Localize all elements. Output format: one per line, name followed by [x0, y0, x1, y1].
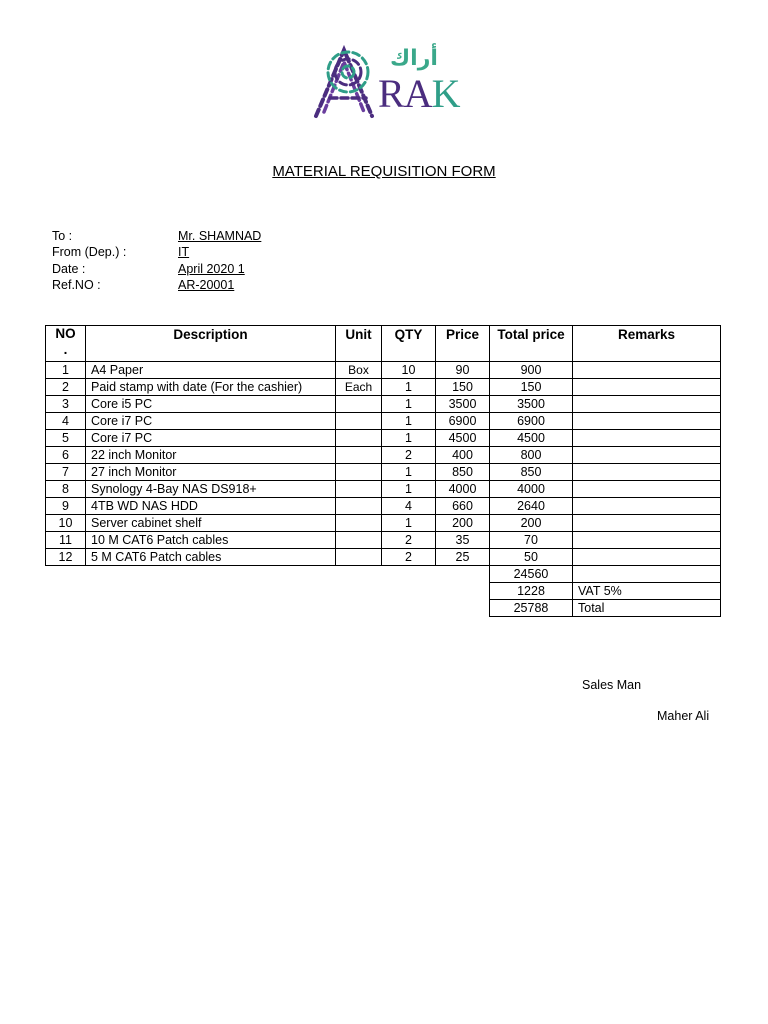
cell-price: 850 [436, 464, 490, 481]
fingerprint-logo-icon [308, 42, 388, 122]
cell-no: 1 [46, 362, 86, 379]
cell-total: 4000 [490, 481, 573, 498]
cell-price: 4500 [436, 430, 490, 447]
summary-spacer [46, 583, 490, 600]
cell-price: 400 [436, 447, 490, 464]
table-row [46, 447, 721, 464]
table-row [46, 430, 721, 447]
cell-remarks [573, 481, 721, 498]
header-no: NO . [46, 326, 86, 362]
table-row [46, 379, 721, 396]
summary-row [46, 583, 721, 600]
cell-description: Synology 4-Bay NAS DS918+ [86, 481, 336, 498]
summary-label [573, 566, 721, 583]
cell-unit [336, 498, 382, 515]
cell-unit [336, 396, 382, 413]
cell-price: 150 [436, 379, 490, 396]
cell-unit [336, 430, 382, 447]
cell-qty: 10 [382, 362, 436, 379]
summary-value: 1228 [490, 583, 573, 600]
cell-price: 4000 [436, 481, 490, 498]
cell-total: 850 [490, 464, 573, 481]
cell-unit [336, 481, 382, 498]
cell-price: 25 [436, 549, 490, 566]
cell-no: 7 [46, 464, 86, 481]
cell-remarks [573, 464, 721, 481]
header-unit: Unit [336, 326, 382, 362]
meta-label: To : [52, 229, 73, 243]
cell-total: 4500 [490, 430, 573, 447]
header-remarks: Remarks [573, 326, 721, 362]
logo-arabic-text: أراك [390, 46, 438, 71]
table-row [46, 498, 721, 515]
cell-total: 6900 [490, 413, 573, 430]
cell-description: A4 Paper [86, 362, 336, 379]
signature-name: Maher Ali [657, 709, 710, 723]
summary-spacer [46, 600, 490, 617]
cell-qty: 1 [382, 464, 436, 481]
cell-no: 8 [46, 481, 86, 498]
cell-total: 800 [490, 447, 573, 464]
meta-value: April 2020 1 [178, 261, 245, 276]
summary-label: VAT 5% [573, 583, 721, 600]
cell-total: 200 [490, 515, 573, 532]
cell-qty: 1 [382, 515, 436, 532]
header-description: Description [86, 326, 336, 362]
header-qty: QTY [382, 326, 436, 362]
cell-remarks [573, 396, 721, 413]
meta-value: Mr. SHAMNAD [178, 229, 262, 243]
cell-qty: 2 [382, 532, 436, 549]
cell-qty: 1 [382, 396, 436, 413]
table-row [46, 413, 721, 430]
header-total: Total price [490, 326, 573, 362]
summary-row [46, 600, 721, 617]
cell-unit: Box [336, 362, 382, 379]
cell-unit: Each [336, 379, 382, 396]
cell-qty: 2 [382, 447, 436, 464]
form-title: MATERIAL REQUISITION FORM [272, 163, 496, 180]
cell-total: 150 [490, 379, 573, 396]
cell-remarks [573, 549, 721, 566]
cell-total: 900 [490, 362, 573, 379]
cell-description: 10 M CAT6 Patch cables [86, 532, 336, 549]
cell-description: 4TB WD NAS HDD [86, 498, 336, 515]
logo-latin-text: RAK [378, 71, 460, 116]
cell-unit [336, 413, 382, 430]
table-row [46, 464, 721, 481]
cell-price: 90 [436, 362, 490, 379]
cell-unit [336, 532, 382, 549]
cell-description: Core i7 PC [86, 413, 336, 430]
cell-total: 2640 [490, 498, 573, 515]
meta-label: Date : [52, 261, 86, 276]
cell-price: 3500 [436, 396, 490, 413]
header-price: Price [436, 326, 490, 362]
company-logo [308, 42, 460, 124]
cell-price: 35 [436, 532, 490, 549]
cell-description: 27 inch Monitor [86, 464, 336, 481]
cell-remarks [573, 413, 721, 430]
cell-qty: 1 [382, 481, 436, 498]
items-table [45, 325, 721, 617]
signature-role: Sales Man [582, 678, 642, 692]
meta-value: AR-20001 [178, 277, 235, 292]
table-row [46, 481, 721, 498]
cell-remarks [573, 447, 721, 464]
table-header-row [46, 326, 721, 362]
cell-no: 9 [46, 498, 86, 515]
cell-remarks [573, 498, 721, 515]
cell-no: 4 [46, 413, 86, 430]
cell-unit [336, 447, 382, 464]
table-row [46, 532, 721, 549]
cell-qty: 1 [382, 413, 436, 430]
cell-description: 5 M CAT6 Patch cables [86, 549, 336, 566]
cell-qty: 1 [382, 430, 436, 447]
cell-description: Server cabinet shelf [86, 515, 336, 532]
meta-label: From (Dep.) : [52, 245, 127, 260]
cell-remarks [573, 515, 721, 532]
cell-description: Core i5 PC [86, 396, 336, 413]
cell-total: 3500 [490, 396, 573, 413]
cell-unit [336, 464, 382, 481]
cell-description: Core i7 PC [86, 430, 336, 447]
cell-no: 10 [46, 515, 86, 532]
cell-total: 70 [490, 532, 573, 549]
cell-qty: 1 [382, 379, 436, 396]
cell-unit [336, 549, 382, 566]
cell-price: 660 [436, 498, 490, 515]
cell-price: 200 [436, 515, 490, 532]
summary-value: 25788 [490, 600, 573, 617]
cell-no: 3 [46, 396, 86, 413]
cell-remarks [573, 379, 721, 396]
cell-no: 11 [46, 532, 86, 549]
summary-row [46, 566, 721, 583]
cell-qty: 4 [382, 498, 436, 515]
cell-price: 6900 [436, 413, 490, 430]
summary-spacer [46, 566, 490, 583]
cell-no: 5 [46, 430, 86, 447]
summary-label: Total [573, 600, 721, 617]
table-row [46, 549, 721, 566]
cell-no: 12 [46, 549, 86, 566]
cell-total: 50 [490, 549, 573, 566]
cell-unit [336, 515, 382, 532]
table-row [46, 396, 721, 413]
cell-remarks [573, 532, 721, 549]
meta-label: Ref.NO : [52, 277, 101, 292]
cell-description: Paid stamp with date (For the cashier) [86, 379, 336, 396]
table-row [46, 515, 721, 532]
meta-value: IT [178, 245, 190, 260]
cell-no: 2 [46, 379, 86, 396]
cell-description: 22 inch Monitor [86, 447, 336, 464]
cell-no: 6 [46, 447, 86, 464]
cell-qty: 2 [382, 549, 436, 566]
cell-remarks [573, 430, 721, 447]
summary-value: 24560 [490, 566, 573, 583]
cell-remarks [573, 362, 721, 379]
table-row [46, 362, 721, 379]
